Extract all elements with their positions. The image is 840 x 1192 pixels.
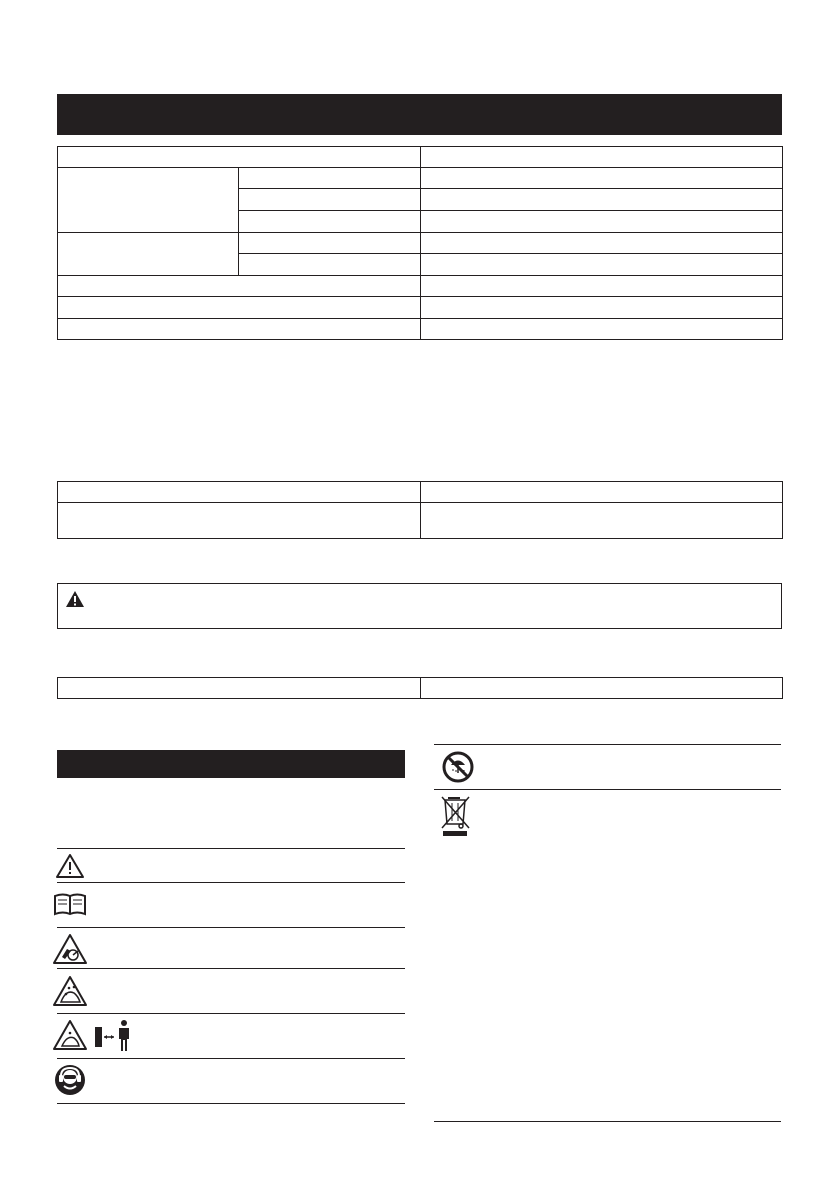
- flying-debris-hazard-icon: [52, 975, 88, 1007]
- symbol-divider: [434, 744, 781, 745]
- wear-eye-ear-protection-icon: [54, 1064, 86, 1096]
- table-cell: [421, 503, 783, 539]
- rotating-blade-hazard-icon: [52, 933, 88, 965]
- table-cell: [58, 168, 239, 233]
- table-cell: [58, 297, 421, 319]
- table-cell: [58, 503, 421, 539]
- table-cell: [421, 276, 783, 297]
- table-row: [58, 233, 783, 254]
- table-cell: [421, 678, 783, 699]
- table-cell: [239, 189, 421, 211]
- table-cell: [421, 147, 783, 168]
- no-rain-exposure-icon: [441, 750, 475, 784]
- symbol-divider: [57, 882, 405, 883]
- symbol-divider: [57, 848, 405, 849]
- table-cell: [239, 168, 421, 189]
- symbol-divider: [434, 789, 781, 790]
- table-cell: [421, 254, 783, 276]
- symbol-divider: [57, 1103, 405, 1104]
- table-row: [58, 503, 783, 539]
- table-row: [58, 147, 783, 168]
- specifications-header-bar: [57, 94, 782, 135]
- table-cell: [421, 168, 783, 189]
- general-warning-icon: [55, 853, 85, 879]
- table-cell: [421, 297, 783, 319]
- table-row: [58, 319, 783, 340]
- table-cell: [421, 233, 783, 254]
- warning-triangle-icon: [65, 590, 85, 608]
- vibration-table: [57, 677, 783, 699]
- symbol-divider: [57, 1013, 405, 1014]
- table-cell: [421, 211, 783, 233]
- table-cell: [239, 233, 421, 254]
- table-cell: [239, 211, 421, 233]
- keep-distance-bystanders-icon: [52, 1017, 138, 1055]
- table-cell: [58, 319, 421, 340]
- specifications-table: [57, 146, 783, 340]
- table-cell: [421, 319, 783, 340]
- symbol-divider: [57, 968, 405, 969]
- table-row: [58, 276, 783, 297]
- symbols-header-bar: [57, 750, 405, 778]
- table-cell: [58, 276, 421, 297]
- table-cell: [58, 233, 239, 276]
- read-manual-icon: [53, 893, 87, 917]
- symbol-divider: [434, 1121, 781, 1122]
- table-row: [58, 482, 783, 503]
- warning-box: [57, 583, 782, 629]
- table-cell: [58, 147, 421, 168]
- table-cell: [421, 189, 783, 211]
- table-row: [58, 678, 783, 699]
- table-cell: [58, 482, 421, 503]
- table-cell: [239, 254, 421, 276]
- table-row: [58, 297, 783, 319]
- noise-table: [57, 481, 783, 539]
- crossed-out-wheelie-bin-icon: [439, 794, 473, 838]
- table-cell: [421, 482, 783, 503]
- symbol-divider: [57, 927, 405, 928]
- table-row: [58, 168, 783, 189]
- symbol-divider: [57, 1058, 405, 1059]
- table-cell: [58, 678, 421, 699]
